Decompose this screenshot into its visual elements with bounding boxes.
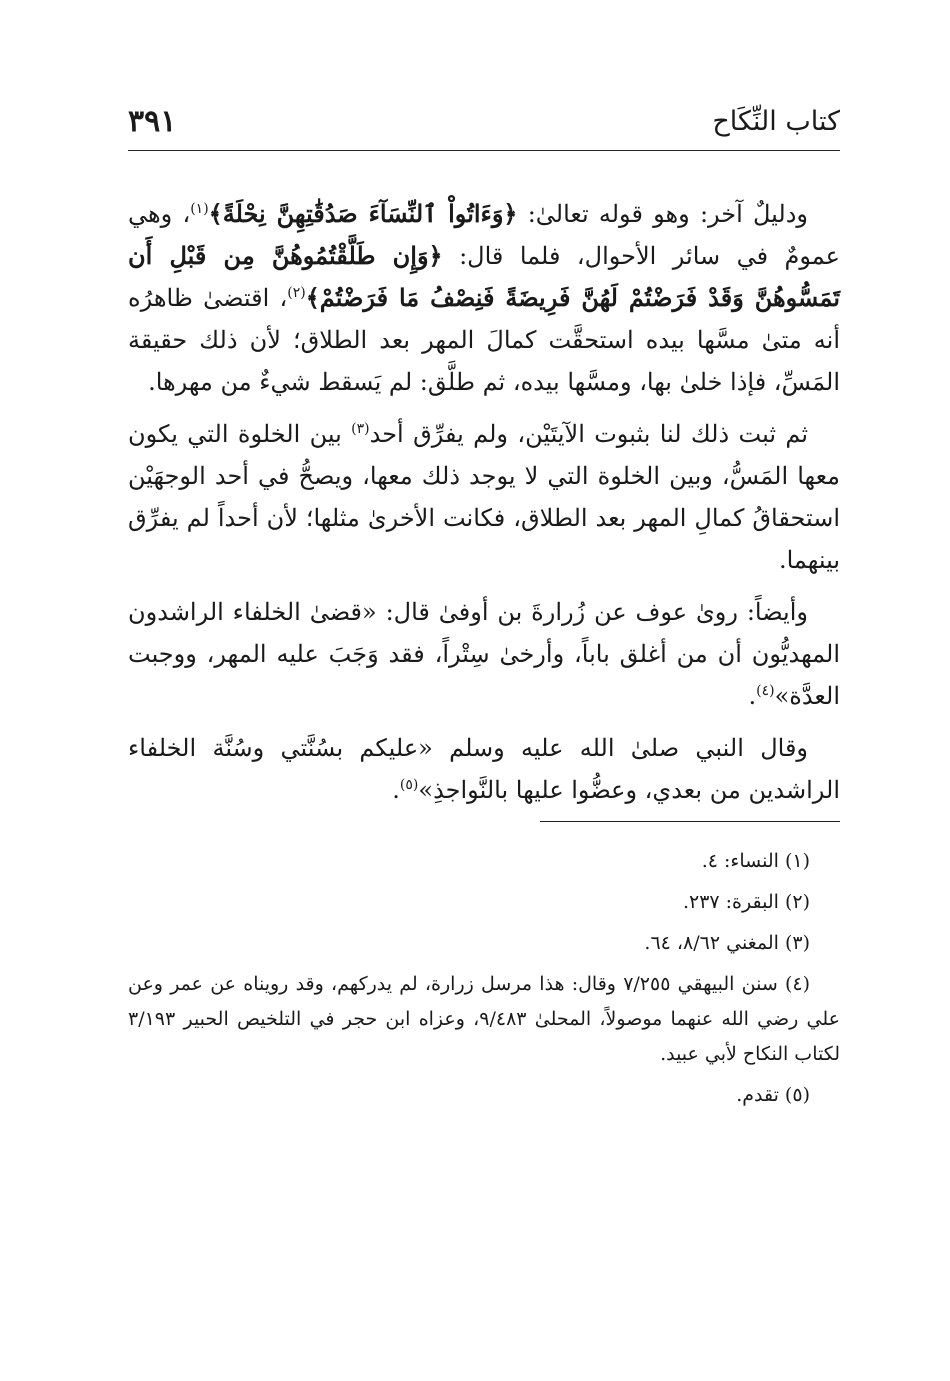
footnote-reference: (٥) xyxy=(399,777,419,793)
paragraph xyxy=(128,727,840,811)
text-segment: . xyxy=(748,682,757,710)
text-segment: ودليلٌ آخر: وهو قوله تعالىٰ: xyxy=(517,200,808,228)
text-segment: ثم ثبت ذلك لنا بثبوت الآيتَيْن، ولم يفرِّق أحد xyxy=(369,420,808,448)
page-number: ٣٩١ xyxy=(128,104,177,139)
footnote: (٤) سنن البيهقي ٧/٢٥٥ وقال: هذا مرسل زرارة، لم يدركهم، وقد رويناه عن عمر وعن علي رضي الله عنهما موصولاً، المحلىٰ ٩/٤٨٣، وعزاه ابن حجر في التلخيص الحبير ٣/١٩٣ لكتاب النكاح لأبي عبيد. xyxy=(128,973,840,1065)
chapter-title: كتاب النِّكَاح xyxy=(712,106,840,137)
footnote-reference: (٤) xyxy=(756,683,775,699)
text-segment: . xyxy=(392,776,400,804)
paragraph xyxy=(128,591,840,717)
footnote: (١) النساء: ٤. xyxy=(701,850,810,872)
paragraph xyxy=(128,193,840,403)
running-header xyxy=(128,100,840,151)
main-text xyxy=(128,193,840,811)
quran-verse: ﴿وَإِن طَلَّقْتُمُوهُنَّ مِن قَبْلِ أَن تَمَسُّوهُنَّ وَقَدْ فَرَضْتُمْ لَهُنَّ فَرِيضَةً فَنِصْفُ مَا فَرَضْتُمْ﴾ xyxy=(128,241,840,312)
text-segment: وقال النبي صلىٰ الله عليه وسلم «عليكم بسُنَّتي وسُنَّة الخلفاء الراشدين من بعدي، وعضُّوا عليها بالنَّواجذِ» xyxy=(128,734,840,804)
footnote: (٣) المغني ٨/٦٢، ٦٤. xyxy=(644,932,810,954)
footnote-separator xyxy=(540,821,840,822)
text-segment: ، وهي عمومٌ في سائر الأحوال، فلما قال: xyxy=(128,200,840,270)
footnote-reference: (١) xyxy=(190,201,209,217)
text-segment: وأيضاً: روىٰ عوف عن زُرارةَ بن أوفىٰ قال: «قضىٰ الخلفاء الراشدون المهديُّون أن من أغلق باباً، وأرخىٰ سِتْراً، فقد وَجَبَ عليه المهر، ووجبت العدَّة» xyxy=(128,598,840,710)
footnote-reference: (٢) xyxy=(287,285,306,301)
footnote: (٢) البقرة: ٢٣٧. xyxy=(682,891,810,913)
quran-verse: ﴿وَءَاتُواْ ٱلنِّسَآءَ صَدُقَٰتِهِنَّ نِحْلَةً﴾ xyxy=(208,199,518,228)
text-segment: بين الخلوة التي يكون معها المَسُّ، وبين الخلوة التي لا يوجد ذلك معها، ويصحُّ في أحد الوجهَيْن استحقاقُ كمالِ المهر بعد الطلاق، فكانت الأخرىٰ مثلها؛ لأن أحداً لم يفرِّق بينهما. xyxy=(128,420,840,574)
footnote: (٥) تقدم. xyxy=(736,1084,810,1106)
footnotes xyxy=(128,844,840,1113)
book-page xyxy=(128,100,840,1119)
paragraph xyxy=(128,413,840,581)
footnote-reference: (٣) xyxy=(351,421,370,437)
text-segment: ، اقتضىٰ ظاهرُه أنه متىٰ مسَّها بيده استحقَّت كمالَ المهر بعد الطلاق؛ لأن ذلك حقيقة المَسِّ، فإذا خلىٰ بها، ومسَّها بيده، ثم طلَّق: لم يَسقط شيءٌ من مهرها. xyxy=(128,284,840,396)
